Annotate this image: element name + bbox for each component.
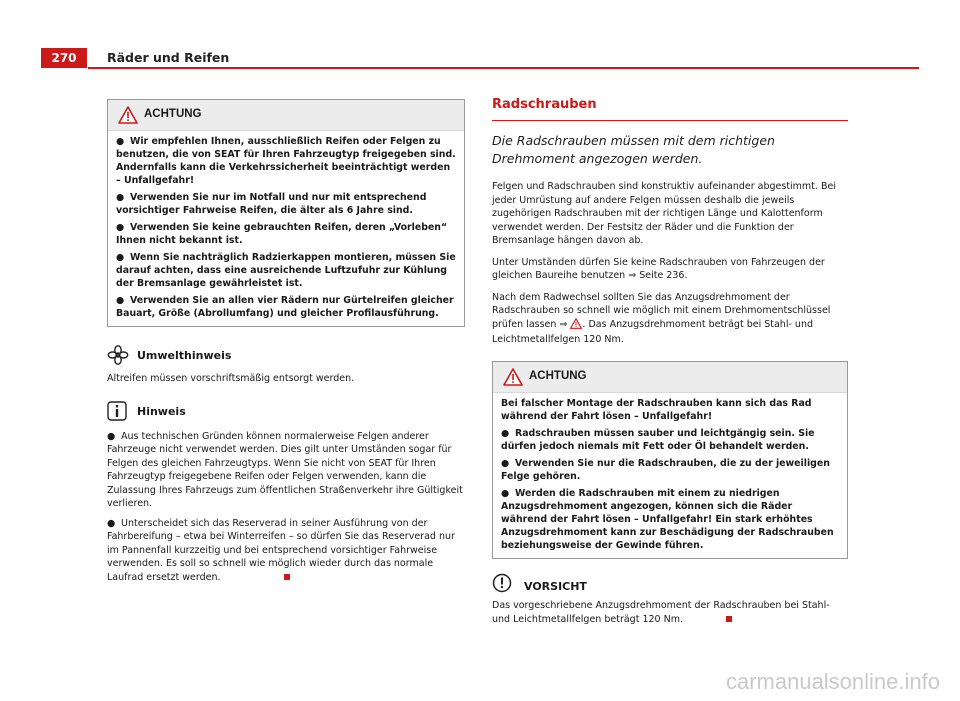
exclamation-circle-icon — [492, 573, 512, 598]
warning-box — [107, 99, 465, 327]
paragraph: Unter Umständen dürfen Sie keine Radschrauben von Fahrzeugen der gleichen Baureihe benutzen ⇒ Seite 236. — [492, 256, 825, 281]
warning-item: ● Werden die Radschrauben mit einem zu niedrigen Anzugsdrehmoment angezogen, können sich die Räder während der Fahrt lösen – Unfallgefahr! Ein stark erhöhtes Anzugsdrehmoment kann zur Beschädigung der Radschrauben beziehungsweise der Gewinde führen. — [501, 487, 834, 551]
left-column — [107, 99, 465, 590]
section-rule — [492, 120, 848, 121]
hint-label: Hinweis — [137, 404, 186, 418]
warning-item: ● Verwenden Sie nur im Notfall und nur mit entsprechend vorsichtiger Fahrweise Reifen, die älter als 6 Jahre sind. — [116, 192, 427, 216]
section-end-mark — [284, 574, 290, 580]
caution-text: Das vorgeschriebene Anzugsdrehmoment der Radschrauben bei Stahl- und Leichtmetallfelgen beträgt 120 Nm. — [492, 600, 830, 625]
hint-item: ● Unterscheidet sich das Reserverad in seiner Ausführung von der Fahrbereifung – etwa bei Winterreifen – so dürfen Sie das Reserverad nur im Pannenfall kurzzeitig und bei entsprechend vorsichtiger Fahrweise verwenden. Es soll so schnell wie möglich wieder durch das normale Laufrad ersetzt werden. — [107, 517, 455, 583]
caution-note — [492, 573, 848, 627]
warning-header — [108, 100, 464, 131]
flower-icon — [107, 345, 129, 370]
warning-item: ● Verwenden Sie an allen vier Rädern nur Gürtelreifen gleicher Bauart, Größe (Abrollumfang) und gleicher Profilausführung. — [116, 295, 454, 319]
right-column — [492, 96, 848, 626]
caution-label: VORSICHT — [524, 580, 587, 593]
hint-item: ● Aus technischen Gründen können normalerweise Felgen anderer Fahrzeuge nicht verwendet werden. Dies gilt unter Umständen sogar für Felgen des gleichen Fahrzeugtyps. Wenn Sie nicht von SEAT für Ihren Fahrzeugtyp freigegebene Reifen oder Felgen verwenden, kann die Zulassung Ihres Fahrzeugs zum öffentlichen Straßenverkehr ihre Gültigkeit verlieren. — [107, 430, 463, 509]
paragraph: Nach dem Radwechsel sollten Sie das Anzugsdrehmoment der Radschrauben so schnell wie möglich mit einem Drehmomentschlüssel prüfen lassen ⇒ . Das Anzugsdrehmoment beträgt bei Stahl- und Leichtmetallfelgen 120 Nm. — [492, 291, 831, 345]
warning-triangle-icon — [570, 318, 582, 334]
warning-triangle-icon — [503, 368, 523, 391]
info-icon — [107, 401, 127, 426]
hint-note — [107, 401, 465, 584]
chapter-title: Räder und Reifen — [107, 50, 230, 65]
warning-triangle-icon — [118, 106, 138, 129]
warning-box — [492, 361, 848, 559]
warning-body — [493, 393, 847, 558]
warning-header — [493, 362, 847, 393]
warning-item: ● Radschrauben müssen sauber und leichtgängig sein. Sie dürfen jedoch niemals mit Fett oder Öl behandelt werden. — [501, 427, 815, 452]
environment-note — [107, 345, 465, 385]
warning-label: ACHTUNG — [529, 369, 587, 382]
section-end-mark — [726, 616, 732, 622]
section-title: Radschrauben — [492, 97, 597, 112]
paragraph: Felgen und Radschrauben sind konstruktiv aufeinander abgestimmt. Bei jeder Umrüstung auf andere Felgen müssen deshalb die jeweils zugehörigen Radschrauben mit der richtigen Länge und Kalottenform verwendet werden. Der Festsitz der Räder und die Funktion der Bremsanlage hängen davon ab. — [492, 181, 836, 246]
warning-item: ● Verwenden Sie nur die Radschrauben, die zu der jeweiligen Felge gehören. — [501, 457, 830, 482]
environment-label: Umwelthinweis — [137, 348, 232, 362]
warning-body — [108, 131, 464, 326]
page-number: 270 — [41, 48, 87, 68]
header-rule — [88, 67, 919, 69]
warning-item: ● Wenn Sie nachträglich Radzierkappen montieren, müssen Sie darauf achten, dass eine ausreichende Luftzufuhr zur Kühlung der Bremsanlage gewährleistet ist. — [116, 252, 456, 289]
warning-item: ● Verwenden Sie keine gebrauchten Reifen, deren „Vorleben“ Ihnen nicht bekannt ist. — [116, 222, 448, 246]
warning-label: ACHTUNG — [144, 108, 202, 120]
section-subtitle: Die Radschrauben müssen mit dem richtigen Drehmoment angezogen werden. — [492, 133, 775, 166]
warning-item: ● Wir empfehlen Ihnen, ausschließlich Reifen oder Felgen zu benutzen, die von SEAT für Ihren Fahrzeugtyp freigegeben sind. Andernfalls kann die Verkehrssicherheit beeinträchtigt werden – Unfallgefahr! — [116, 136, 456, 186]
environment-text: Altreifen müssen vorschriftsmäßig entsorgt werden. — [107, 372, 355, 384]
warning-intro: Bei falscher Montage der Radschrauben kann sich das Rad während der Fahrt lösen – Unfallgefahr! — [501, 397, 812, 422]
watermark: carmanualsonline.info — [725, 669, 940, 694]
